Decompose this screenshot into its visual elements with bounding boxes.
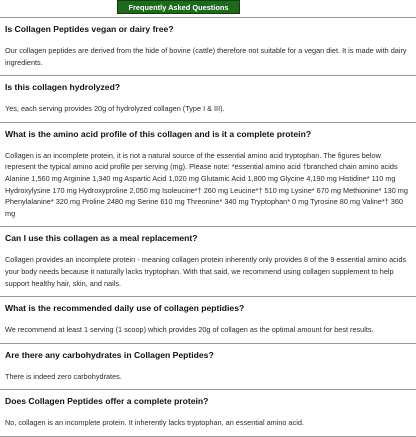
faq-question: Is this collagen hydrolyzed? (5, 82, 121, 93)
faq-question: Are there any carbohydrates in Collagen Peptides? (5, 349, 214, 360)
faq-answer: Collagen provides an incomplete protein - meaning collagen protein inherently only provides 8 of the 9 essential amino acids your body needs because it naturally lacks tryptophan. With that said, we recommend using collagen supplement to help support healthy hair, skin, and nails. (5, 255, 407, 288)
faq-question: What is the recommended daily use of collagen peptidies? (5, 303, 245, 314)
faq-header-tab: Frequently Asked Questions (117, 0, 240, 14)
faq-answer: We recommend at least 1 serving (1 scoop) which provides 20g of collagen as the optimal amount for best results. (5, 325, 374, 335)
faq-answer: Collagen is an incomplete protein, it is not a natural source of the essential amino acid tryptophan. The figures below represent the typical amino acid profile per serving (mg). Please note: *essential amino acid †branched chain amino acids Alanine 1,560 mg Arginine 1,340 mg Aspartic Acid 1,020 mg Glutamic Acid 1,800 mg Glycine 4,190 mg Histidine* 110 mg Hydroxylysine 170 mg Hydroxyproline 2,050 mg Isoleucine*† 260 mg Leucine*† 510 mg Lysine* 670 mg Methionine* 130 mg Phenylalanine* 320 mg Proline 2480 mg Serine 610 mg Threonine* 340 mg Tryptophan* 0 mg Tyrosine 80 mg Valine*† 360 mg (5, 150, 408, 218)
faq-answer: Yes, each serving provides 20g of hydrolyzed collagen (Type I & III). (5, 104, 225, 114)
faq-item (0, 389, 416, 437)
faq-answer: Our collagen peptides are derived from the hide of bovine (cattle) therefore not suitable for a vegan diet. It is made with dairy ingredients. (5, 46, 407, 67)
faq-answer: There is indeed zero carbohydrates. (5, 371, 122, 381)
faq-item (0, 17, 416, 75)
faq-item (0, 343, 416, 390)
faq-question: Is Collagen Peptides vegan or dairy free? (5, 24, 174, 34)
faq-item (0, 122, 416, 227)
faq-answer: No, collagen is an incomplete protein. It inherently lacks tryptophan, an essential amino acid. (5, 418, 304, 428)
faq-question: Can I use this collagen as a meal replacement? (5, 233, 198, 244)
faq-item (0, 75, 416, 122)
faq-question: Does Collagen Peptides offer a complete protein? (5, 396, 209, 407)
faq-list (0, 17, 416, 437)
faq-question: What is the amino acid profile of this collagen and is it a complete protein? (5, 128, 312, 139)
faq-item (0, 226, 416, 296)
faq-item (0, 296, 416, 343)
